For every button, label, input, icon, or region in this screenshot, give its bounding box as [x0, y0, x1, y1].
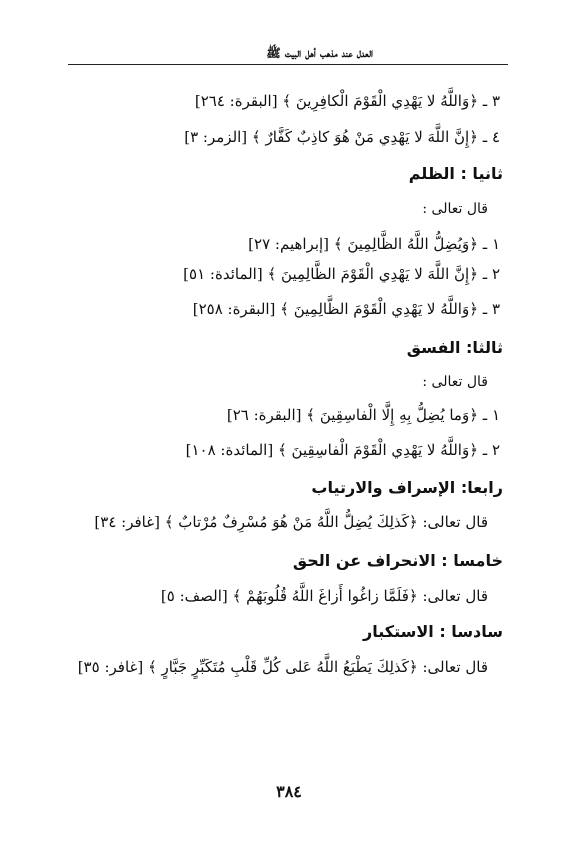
section-intro: قال تعالى :: [422, 374, 488, 390]
verse-paragraph: قال تعالى: ﴿كَذلِكَ يُضِلُّ اللَّهُ مَنْ هُوَ مُسْرِفٌ مُرْتابٌ ﴾ [غافر: ٣٤]: [94, 513, 488, 531]
verse-item: ٢ ـ ﴿وَاللَّهُ لا يَهْدِي الْقَوْمَ الْفاسِقِينَ ﴾ [المائدة: ١٠٨]: [185, 441, 500, 459]
verse-item: ١ ـ ﴿وَما يُضِلُّ بِهِ إِلَّا الْفاسِقِينَ ﴾ [البقرة: ٢٦]: [226, 406, 500, 424]
page-number: ٣٨٤: [276, 782, 302, 801]
verse-paragraph: قال تعالى: ﴿فَلَمَّا زاغُوا أَزاغَ اللَّهُ قُلُوبَهُمْ ﴾ [الصف: ٥]: [160, 587, 488, 605]
section-heading: سادسا : الاستكبار: [363, 622, 503, 641]
section-intro: قال تعالى :: [422, 201, 488, 217]
section-heading: رابعا: الإسراف والارتياب: [311, 478, 503, 497]
verse-paragraph: قال تعالى: ﴿كَذلِكَ يَطْبَعُ اللَّهُ عَلى كُلِّ قَلْبِ مُتَكَبِّرٍ جَبَّارٍ ﴾ [غافر: ٣٥]: [77, 658, 488, 676]
section-heading: خامسا : الانحراف عن الحق: [292, 551, 503, 570]
section-heading: ثالثا: الفسق: [406, 338, 503, 357]
verse-item: ١ ـ ﴿وَيُضِلُّ اللَّهُ الظَّالِمِينَ ﴾ [إبراهيم: ٢٧]: [248, 235, 500, 253]
verse-item: ٣ ـ ﴿وَاللَّهُ لا يَهْدِي الْقَوْمَ الْكافِرِينَ ﴾ [البقرة: ٢٦٤]: [194, 92, 500, 110]
verse-item: ٣ ـ ﴿وَاللَّهُ لا يَهْدِي الْقَوْمَ الظَّالِمِينَ ﴾ [البقرة: ٢٥٨]: [192, 300, 500, 318]
verse-item: ٤ ـ ﴿إِنَّ اللَّهَ لا يَهْدِي مَنْ هُوَ كاذِبٌ كَفَّارٌ ﴾ [الزمر: ٣]: [184, 128, 500, 146]
header-rule: [68, 64, 508, 65]
verse-item: ٢ ـ ﴿إِنَّ اللَّهَ لا يَهْدِي الْقَوْمَ الظَّالِمِينَ ﴾ [المائدة: ٥١]: [183, 265, 500, 283]
section-heading: ثانيا : الظلم: [408, 164, 503, 183]
running-head: العدل عند مذهب أهل البيت ﷺ: [266, 46, 373, 60]
